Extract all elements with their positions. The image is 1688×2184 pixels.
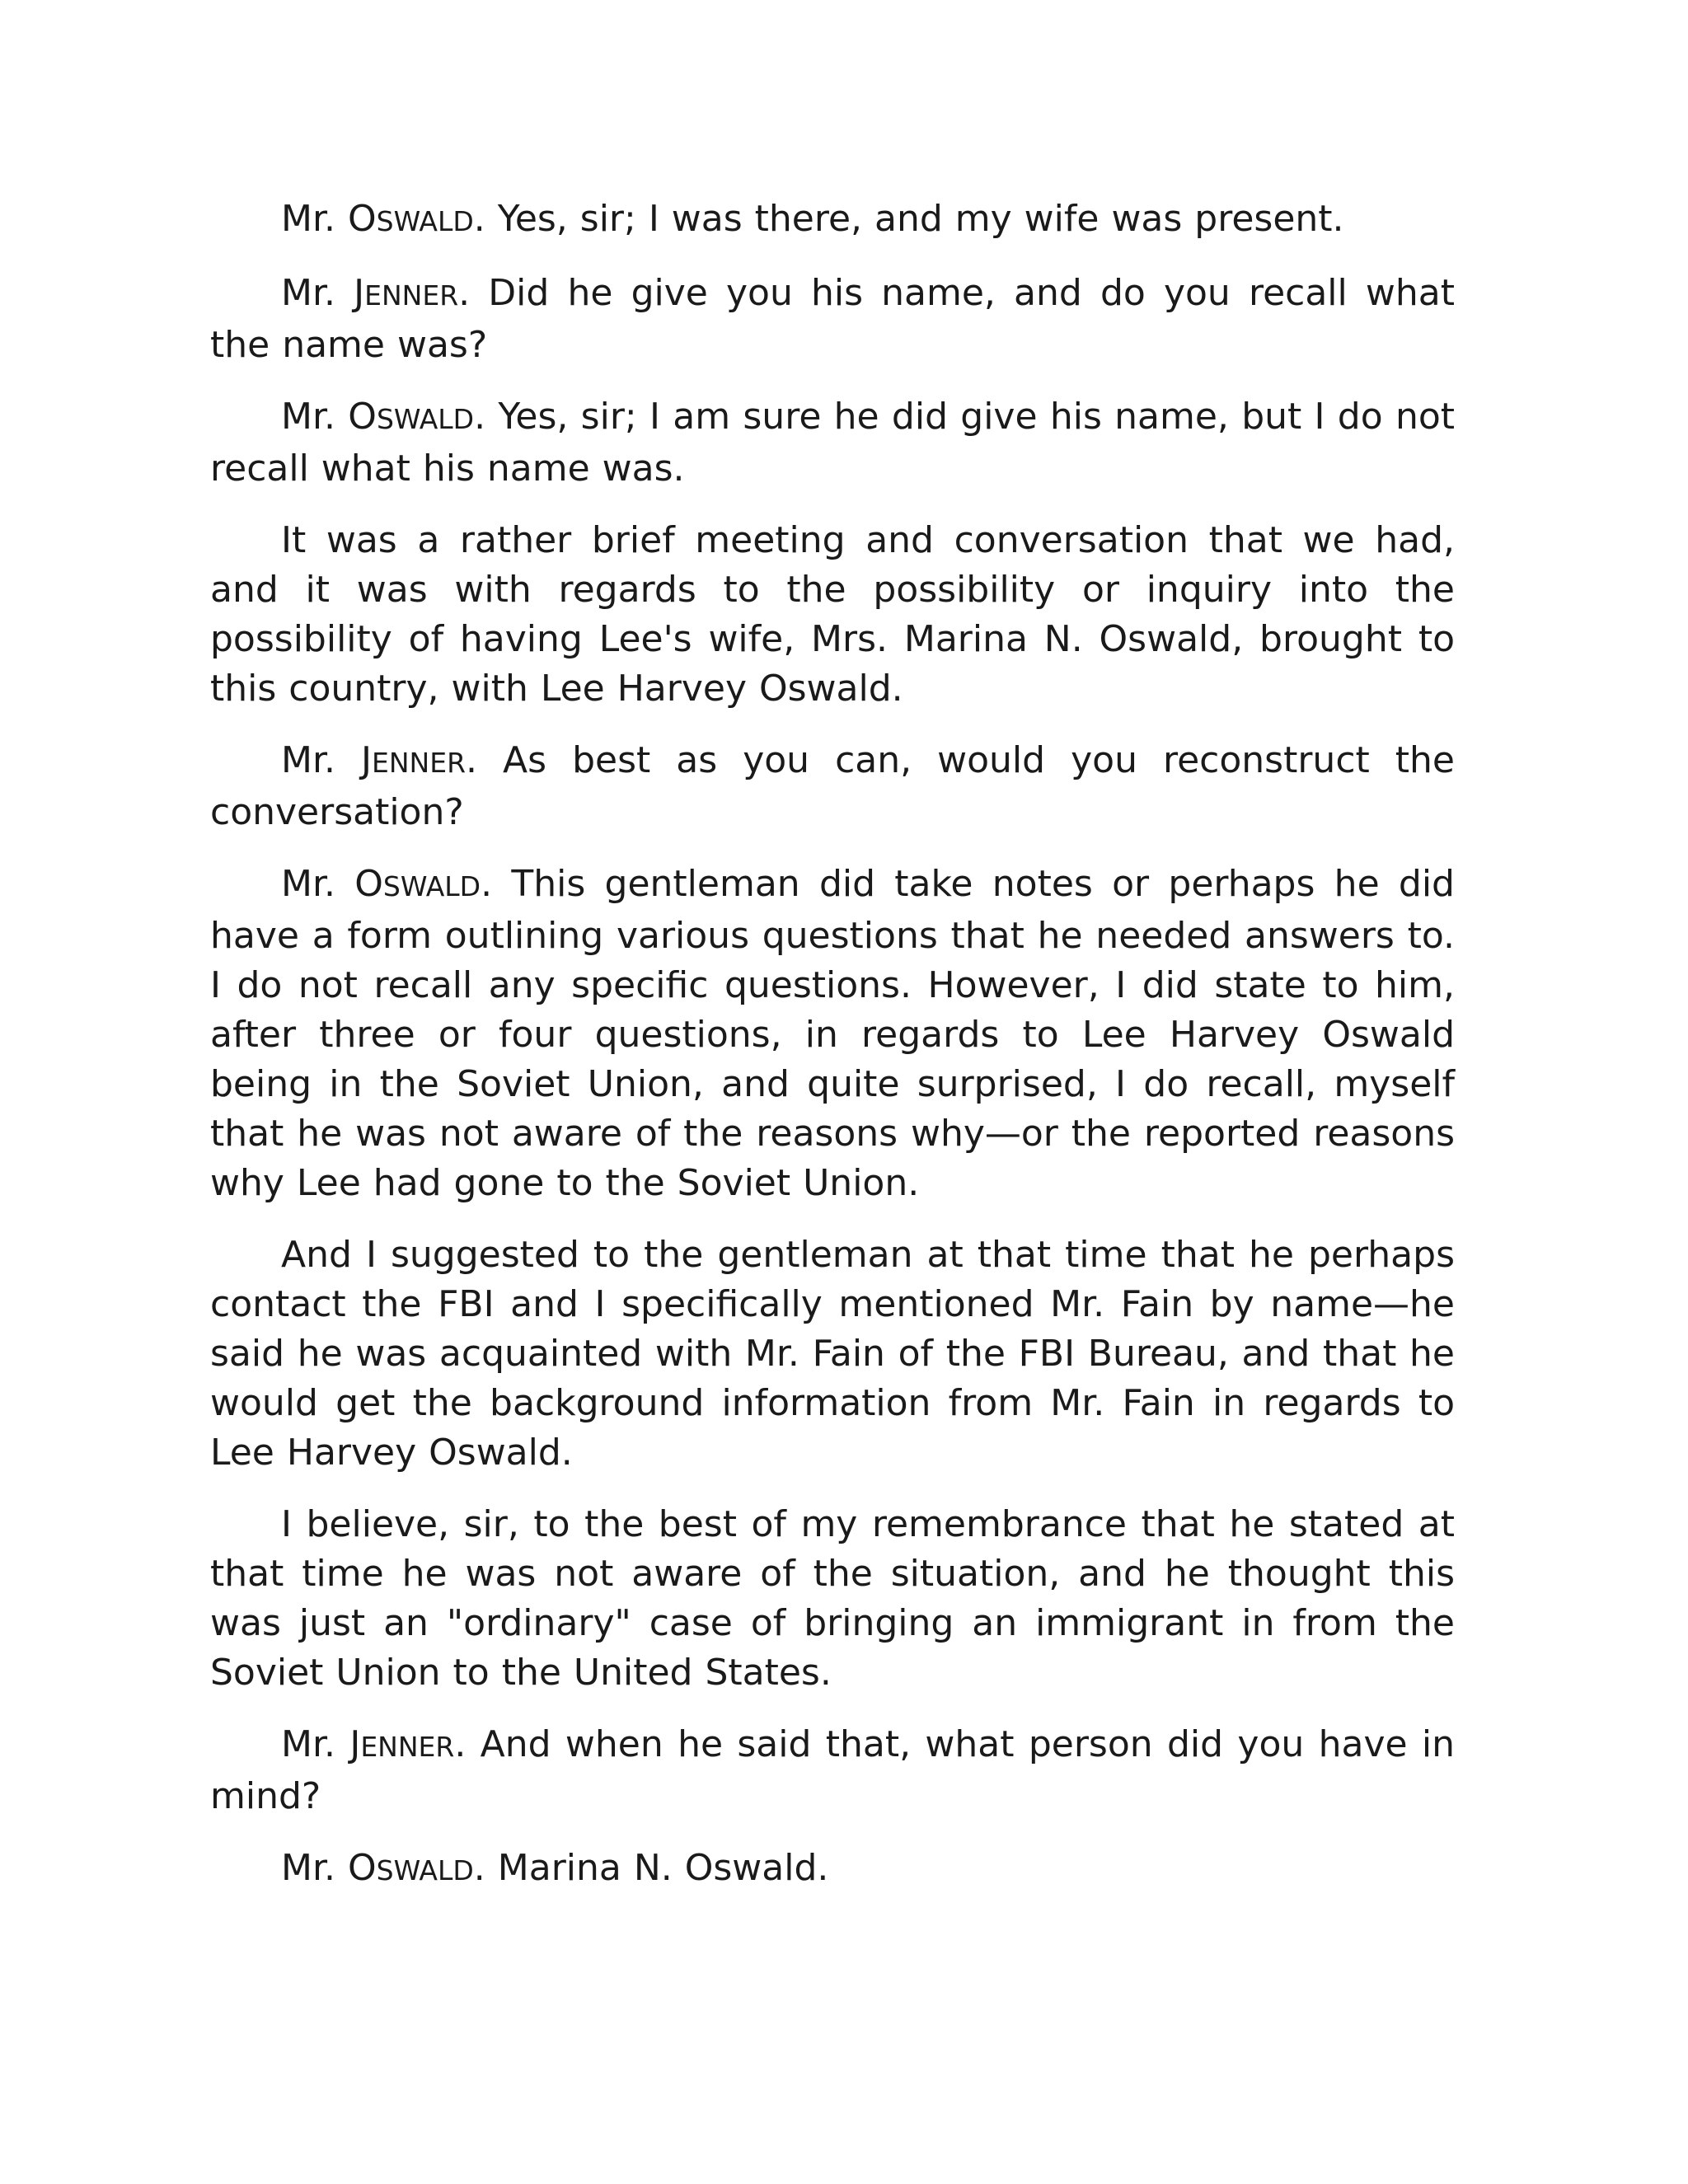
testimony-paragraph [210, 860, 1455, 1208]
paragraph-text: And when he said that, what person did you have in mind? [210, 1723, 1455, 1817]
speaker-initial: O [354, 863, 383, 905]
testimony-paragraph [210, 1500, 1455, 1698]
speaker-name [281, 198, 485, 240]
paragraph-text: Did he give you his name, and do you recall what the name was? [210, 272, 1455, 366]
paragraph-text: And I suggested to the gentleman at that time that he perhaps contact the FBI and I specifically mentioned Mr. Fain by name—he said he was acquainted with Mr. Fain of the FBI Bureau, and that he would get the background information from Mr. Fain in regards to Lee Harvey Oswald. [210, 1234, 1455, 1474]
speaker-title: Mr. [281, 1847, 348, 1889]
speaker-period: . [454, 1723, 467, 1765]
speaker-smallcaps: ENNER [372, 747, 467, 779]
speaker-title: Mr. [281, 198, 348, 240]
transcript-body [210, 194, 1455, 1918]
speaker-name [281, 863, 492, 905]
speaker-initial: O [348, 1847, 377, 1889]
speaker-period: . [474, 396, 486, 438]
paragraph-text: As best as you can, would you reconstruct the conversation? [210, 739, 1455, 833]
speaker-smallcaps: ENNER [364, 279, 459, 312]
testimony-paragraph [210, 269, 1455, 370]
speaker-name [281, 396, 485, 438]
speaker-smallcaps: ENNER [360, 1731, 455, 1763]
testimony-paragraph [210, 1230, 1455, 1478]
speaker-title: Mr. [281, 739, 362, 781]
speaker-name [281, 272, 470, 314]
speaker-period: . [473, 198, 485, 240]
speaker-smallcaps: SWALD [376, 205, 474, 237]
paragraph-text: Marina N. Oswald. [485, 1847, 829, 1889]
testimony-paragraph [210, 1720, 1455, 1821]
testimony-paragraph [210, 1844, 1455, 1896]
paragraph-text: Yes, sir; I am sure he did give his name, but I do not recall what his name was. [210, 396, 1455, 490]
speaker-period: . [466, 739, 478, 781]
testimony-paragraph [210, 516, 1455, 714]
speaker-initial: J [354, 272, 365, 314]
speaker-initial: J [361, 739, 373, 781]
paragraph-text: I believe, sir, to the best of my remembrance that he stated at that time he was not aware of the situation, and he thought this was just an "ordinary" case of bringing an immigrant in from the Soviet Union to the United States. [210, 1503, 1455, 1694]
paragraph-text: This gentleman did take notes or perhaps he did have a form outlining various questions that he needed answers to. I do not recall any specific questions. However, I did state to him, after three or four questions, in regards to Lee Harvey Oswald being in the Soviet Union, and quite surprised, I do recall, myself that he was not aware of the reasons why—or the reported reasons why Lee had gone to the Soviet Union. [210, 863, 1455, 1204]
speaker-title: Mr. [281, 1723, 350, 1765]
speaker-smallcaps: SWALD [382, 870, 481, 902]
speaker-name [281, 739, 477, 781]
speaker-period: . [473, 1847, 485, 1889]
testimony-paragraph [210, 736, 1455, 837]
speaker-period: . [458, 272, 471, 314]
speaker-initial: O [348, 396, 377, 438]
speaker-name [281, 1723, 466, 1765]
speaker-title: Mr. [281, 863, 355, 905]
speaker-title: Mr. [281, 272, 354, 314]
speaker-title: Mr. [281, 396, 349, 438]
testimony-paragraph [210, 194, 1455, 246]
paragraph-text: Yes, sir; I was there, and my wife was present. [485, 198, 1344, 240]
speaker-smallcaps: SWALD [376, 1854, 474, 1886]
paragraph-text: It was a rather brief meeting and conversation that we had, and it was with regards to the possibility or inquiry into the possibility of having Lee's wife, Mrs. Marina N. Oswald, brought to this country, with Lee Harvey Oswald. [210, 519, 1455, 710]
speaker-smallcaps: SWALD [376, 403, 475, 435]
speaker-initial: O [348, 198, 377, 240]
speaker-name [281, 1847, 485, 1889]
speaker-initial: J [349, 1723, 361, 1765]
testimony-paragraph [210, 392, 1455, 494]
speaker-period: . [481, 863, 493, 905]
